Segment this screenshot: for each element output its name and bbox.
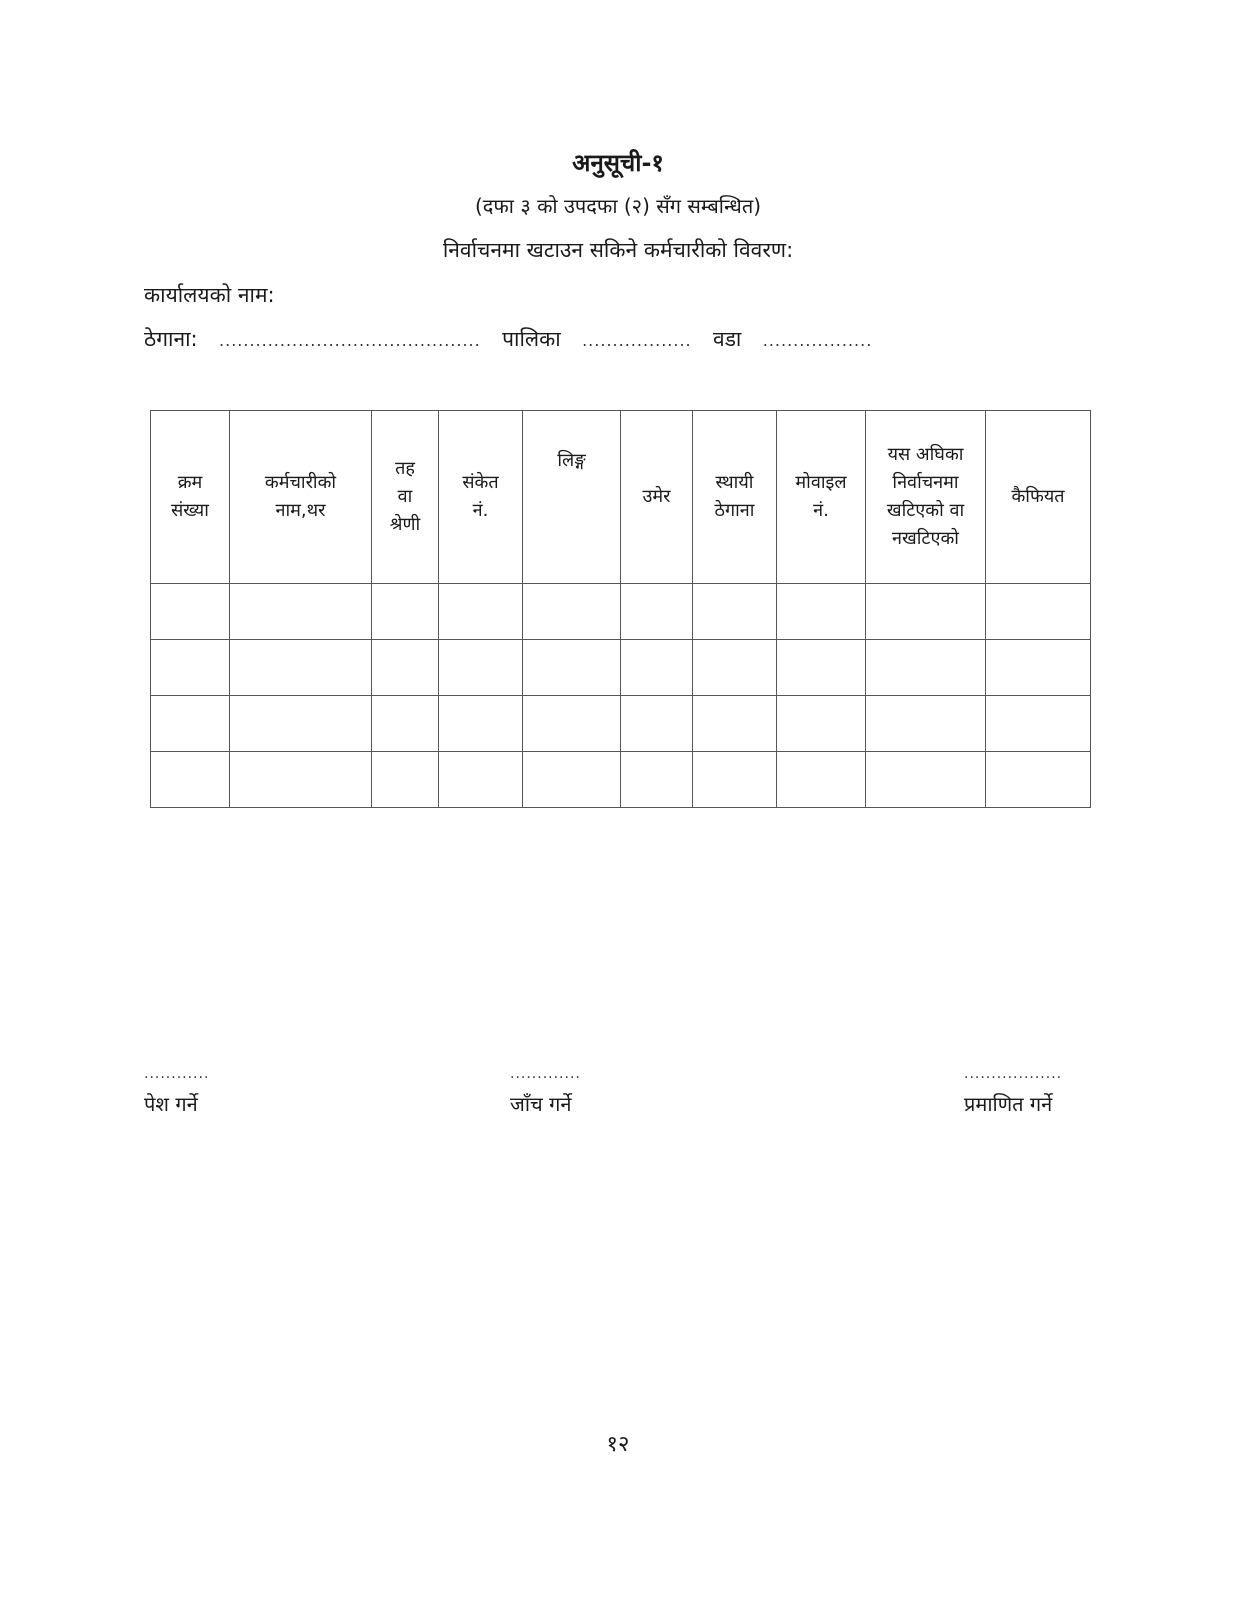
- signature-label: प्रमाणित गर्ने: [964, 1092, 1053, 1116]
- column-header-mobile-no: मोवाइल नं.: [777, 411, 866, 584]
- signature-line: ..................: [964, 1066, 1063, 1082]
- table-cell[interactable]: [523, 696, 621, 752]
- table-cell[interactable]: [693, 640, 777, 696]
- table-row: [151, 640, 1091, 696]
- municipality-label: पालिका: [502, 327, 561, 351]
- table-cell[interactable]: [523, 640, 621, 696]
- page-number: १२: [606, 1432, 630, 1457]
- signature-label: जाँच गर्ने: [510, 1092, 572, 1116]
- table-cell[interactable]: [151, 640, 230, 696]
- column-header-level: तह वा श्रेणी: [372, 411, 439, 584]
- table-cell[interactable]: [866, 640, 986, 696]
- signature-label: पेश गर्ने: [144, 1092, 198, 1116]
- table-cell[interactable]: [523, 584, 621, 640]
- employee-details-table: [150, 410, 1091, 808]
- certified-by-signature: [964, 1066, 1062, 1117]
- column-header-gender: लिङ्ग: [523, 411, 621, 584]
- table-cell[interactable]: [151, 696, 230, 752]
- table-cell[interactable]: [621, 752, 693, 808]
- table-cell[interactable]: [777, 640, 866, 696]
- table-cell[interactable]: [866, 696, 986, 752]
- table-cell[interactable]: [621, 696, 693, 752]
- table-body: [151, 584, 1091, 808]
- table-cell[interactable]: [866, 584, 986, 640]
- table-cell[interactable]: [230, 584, 372, 640]
- ward-label: वडा: [713, 327, 742, 351]
- table-cell[interactable]: [777, 752, 866, 808]
- table-cell[interactable]: [439, 584, 523, 640]
- table-row: [151, 696, 1091, 752]
- signature-line: .............: [510, 1066, 581, 1082]
- table-cell[interactable]: [986, 584, 1091, 640]
- column-header-remarks: कैफियत: [986, 411, 1091, 584]
- schedule-subtitle: (दफा ३ को उपदफा (२) सँग सम्बन्धित): [474, 194, 762, 218]
- municipality-blank: ..................: [582, 331, 692, 350]
- signature-line: ............: [144, 1066, 210, 1082]
- table-cell[interactable]: [621, 584, 693, 640]
- column-header-employee-name: कर्मचारीको नाम,थर: [230, 411, 372, 584]
- table-cell[interactable]: [693, 752, 777, 808]
- office-name-label: कार्यालयको नाम:: [144, 283, 275, 307]
- table-cell[interactable]: [439, 640, 523, 696]
- table-cell[interactable]: [986, 640, 1091, 696]
- table-cell[interactable]: [151, 584, 230, 640]
- column-header-serial-no: क्रम संख्या: [151, 411, 230, 584]
- column-header-age: उमेर: [621, 411, 693, 584]
- column-header-permanent-address: स्थायी ठेगाना: [693, 411, 777, 584]
- table-cell[interactable]: [372, 696, 439, 752]
- table-cell[interactable]: [523, 752, 621, 808]
- table-cell[interactable]: [230, 752, 372, 808]
- address-blank: ...........................................: [219, 331, 481, 350]
- schedule-title: अनुसूची-१: [572, 149, 664, 177]
- table-cell[interactable]: [621, 640, 693, 696]
- table-cell[interactable]: [693, 696, 777, 752]
- table-cell[interactable]: [151, 752, 230, 808]
- table-cell[interactable]: [777, 584, 866, 640]
- address-label: ठेगाना:: [144, 327, 198, 351]
- column-header-previous-election-duty: यस अघिका निर्वाचनमा खटिएको वा नखटिएको: [866, 411, 986, 584]
- table-row: [151, 584, 1091, 640]
- table-cell[interactable]: [693, 584, 777, 640]
- form-heading: निर्वाचनमा खटाउन सकिने कर्मचारीको विवरण:: [442, 238, 794, 262]
- table-cell[interactable]: [866, 752, 986, 808]
- table-cell[interactable]: [986, 696, 1091, 752]
- table-header-row: [151, 411, 1091, 584]
- checked-by-signature: [510, 1066, 581, 1117]
- table-cell[interactable]: [777, 696, 866, 752]
- table-cell[interactable]: [439, 752, 523, 808]
- table-cell[interactable]: [230, 696, 372, 752]
- column-header-code-no: संकेत नं.: [439, 411, 523, 584]
- table-row: [151, 752, 1091, 808]
- address-line: [144, 325, 872, 353]
- table-cell[interactable]: [986, 752, 1091, 808]
- table-cell[interactable]: [372, 584, 439, 640]
- table-cell[interactable]: [372, 752, 439, 808]
- table-cell[interactable]: [439, 696, 523, 752]
- table-cell[interactable]: [230, 640, 372, 696]
- submitted-by-signature: [144, 1066, 209, 1117]
- table-cell[interactable]: [372, 640, 439, 696]
- ward-blank: ..................: [762, 331, 873, 350]
